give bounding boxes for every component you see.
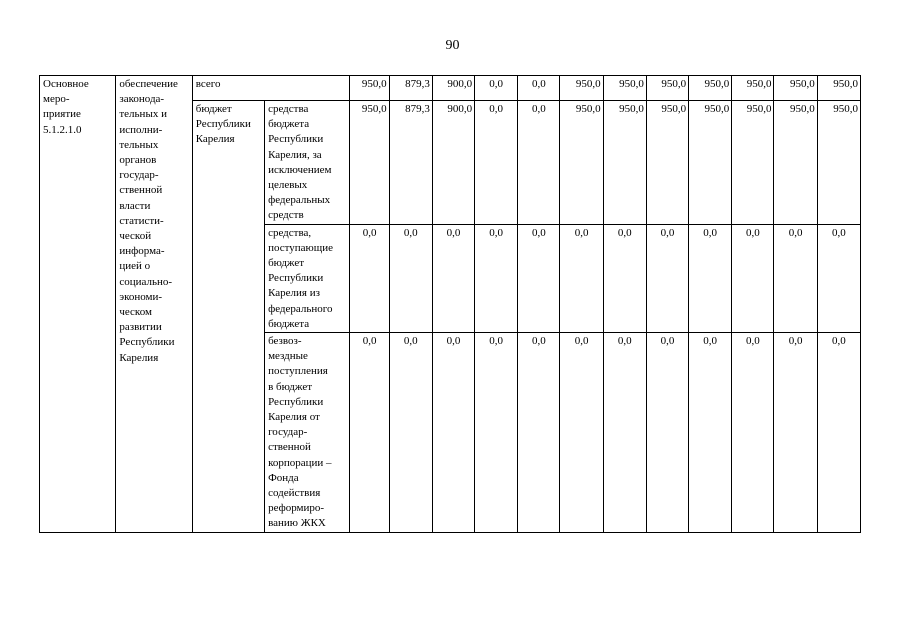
value-cell: 0,0 bbox=[603, 333, 646, 533]
value-cell: 0,0 bbox=[518, 333, 560, 533]
value-cell: 950,0 bbox=[689, 101, 732, 225]
value-cell: 0,0 bbox=[389, 224, 432, 332]
value-cell: 879,3 bbox=[389, 76, 432, 101]
value-cell: 0,0 bbox=[774, 333, 817, 533]
value-cell: 950,0 bbox=[689, 76, 732, 101]
value-cell: 900,0 bbox=[432, 101, 474, 225]
value-cell: 950,0 bbox=[817, 101, 860, 225]
table-row-total bbox=[40, 76, 861, 101]
value-cell: 950,0 bbox=[350, 76, 389, 101]
source-label-cell: безвоз- мездные поступления в бюджет Республики Карелия от государ- ственной корпорации – Фонда содействия реформиро- ванию ЖКХ bbox=[265, 333, 350, 533]
budget-label-cell: бюджет Республики Карелия bbox=[192, 101, 264, 533]
budget-table bbox=[39, 75, 861, 533]
value-cell: 0,0 bbox=[774, 224, 817, 332]
value-cell: 950,0 bbox=[732, 76, 774, 101]
value-cell: 0,0 bbox=[689, 224, 732, 332]
value-cell: 0,0 bbox=[518, 101, 560, 225]
value-cell: 0,0 bbox=[475, 224, 518, 332]
source-label-cell: средства бюджета Республики Карелия, за исключением целевых федеральных средств bbox=[265, 101, 350, 225]
value-cell: 0,0 bbox=[732, 224, 774, 332]
value-cell: 0,0 bbox=[817, 224, 860, 332]
value-cell: 0,0 bbox=[603, 224, 646, 332]
value-cell: 950,0 bbox=[350, 101, 389, 225]
value-cell: 0,0 bbox=[689, 333, 732, 533]
value-cell: 900,0 bbox=[432, 76, 474, 101]
value-cell: 0,0 bbox=[518, 76, 560, 101]
value-cell: 0,0 bbox=[817, 333, 860, 533]
value-cell: 0,0 bbox=[560, 333, 603, 533]
value-cell: 879,3 bbox=[389, 101, 432, 225]
value-cell: 0,0 bbox=[475, 101, 518, 225]
value-cell: 0,0 bbox=[432, 224, 474, 332]
value-cell: 950,0 bbox=[603, 101, 646, 225]
value-cell: 950,0 bbox=[774, 101, 817, 225]
value-cell: 0,0 bbox=[646, 224, 688, 332]
measure-cell: Основное меро- приятие 5.1.2.1.0 bbox=[40, 76, 116, 533]
source-label-cell: средства, поступающие бюджет Республики Карелия из федерального бюджета bbox=[265, 224, 350, 332]
value-cell: 0,0 bbox=[432, 333, 474, 533]
value-cell: 0,0 bbox=[560, 224, 603, 332]
value-cell: 0,0 bbox=[389, 333, 432, 533]
value-cell: 950,0 bbox=[603, 76, 646, 101]
page-number: 90 bbox=[445, 38, 460, 53]
value-cell: 950,0 bbox=[646, 76, 688, 101]
value-cell: 0,0 bbox=[475, 333, 518, 533]
value-cell: 950,0 bbox=[732, 101, 774, 225]
description-cell: обеспечение законода- тельных и исполни- тельных органов государ- ственной власти статисти- ческой информа- цией о социально- экономи- ческом развитии Республики Карелия bbox=[116, 76, 192, 533]
value-cell: 0,0 bbox=[475, 76, 518, 101]
value-cell: 950,0 bbox=[817, 76, 860, 101]
value-cell: 950,0 bbox=[646, 101, 688, 225]
value-cell: 0,0 bbox=[732, 333, 774, 533]
value-cell: 0,0 bbox=[350, 333, 389, 533]
total-label-cell: всего bbox=[192, 76, 350, 101]
value-cell: 950,0 bbox=[560, 101, 603, 225]
value-cell: 950,0 bbox=[774, 76, 817, 101]
value-cell: 0,0 bbox=[350, 224, 389, 332]
value-cell: 0,0 bbox=[646, 333, 688, 533]
value-cell: 0,0 bbox=[518, 224, 560, 332]
value-cell: 950,0 bbox=[560, 76, 603, 101]
